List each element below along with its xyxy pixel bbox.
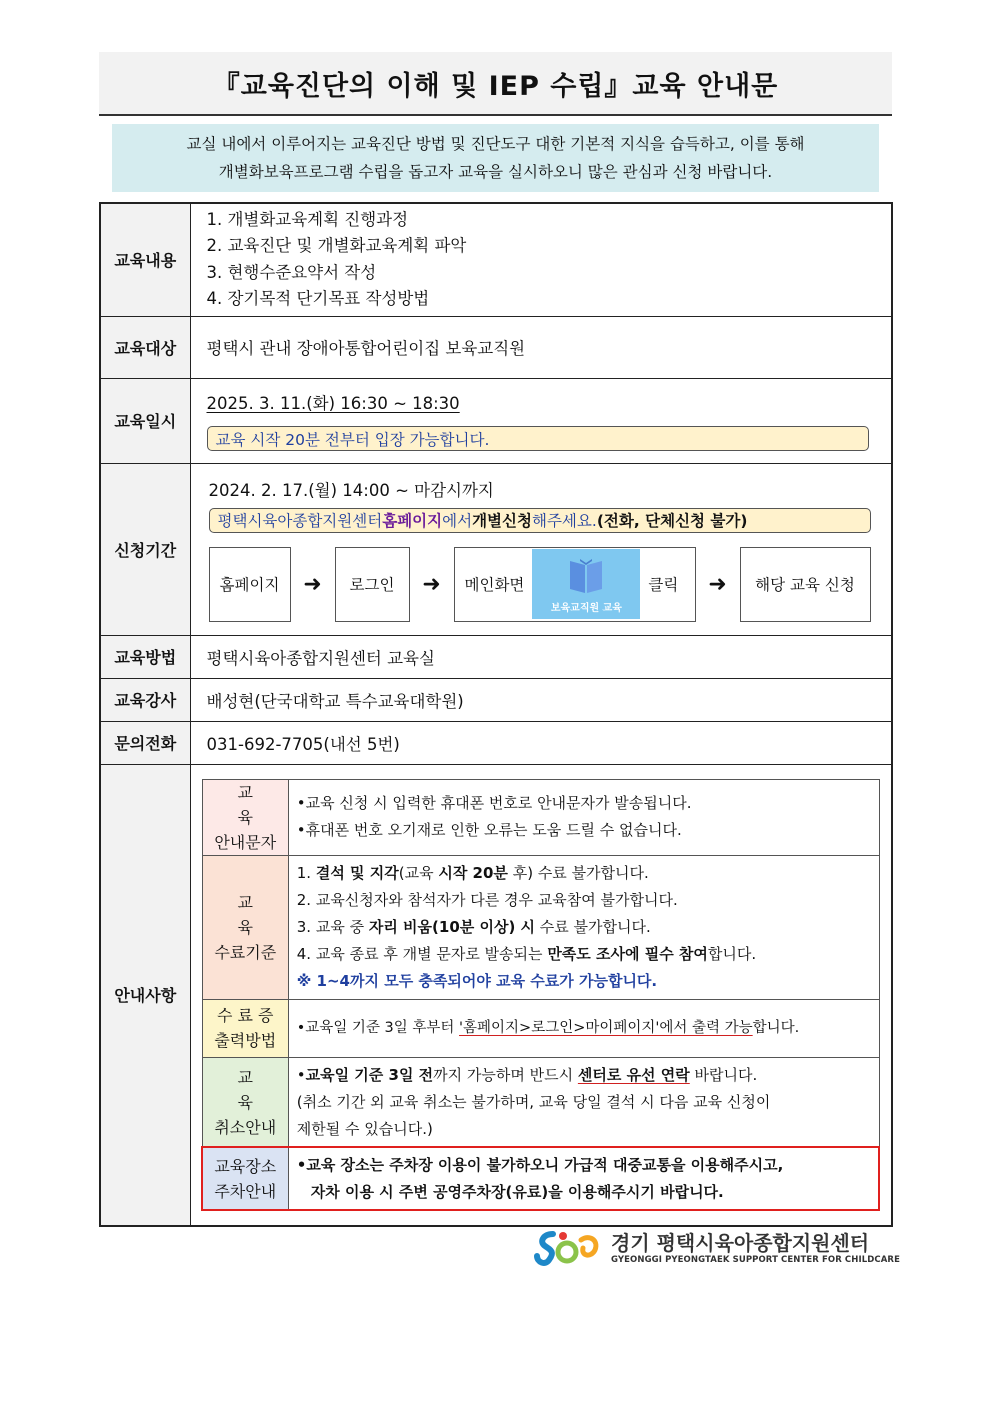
- notice-cancel: [202, 1057, 879, 1147]
- notice-certificate: [202, 999, 879, 1057]
- staff-education-label: 보육교직원 교육: [550, 603, 622, 614]
- apply-note-part5: 해주세요.: [531, 512, 597, 530]
- content-item: 2. 교육진단 및 개별화교육계획 파악: [206, 236, 467, 256]
- notice-completion-label-1: 교 육: [237, 892, 281, 937]
- arrow-right-icon: ➜: [708, 571, 727, 597]
- page-title: 『교육진단의 이해 및 IEP 수립』교육 안내문: [99, 52, 892, 116]
- notice-certificate-label: [202, 999, 288, 1057]
- notice-completion-label: [202, 855, 288, 999]
- apply-cell: [190, 463, 892, 635]
- content-item: 4. 장기목적 단기목표 작성방법: [206, 289, 430, 309]
- notice-parking-content: [288, 1147, 879, 1210]
- notice-parking-label: [202, 1147, 288, 1210]
- apply-note-part3: 에서: [442, 512, 473, 530]
- intro-line-1: 교실 내에서 이루어지는 교육진단 방법 및 진단도구 대한 기본적 지식을 습득하고, 이를 통해: [186, 135, 805, 153]
- apply-value: 2024. 2. 17.(월) 14:00 ~ 마감시까지: [208, 480, 494, 500]
- notice-completion-label-2: 수료기준: [214, 942, 277, 962]
- method-value: 평택시육아종합지원센터 교육실: [190, 635, 892, 678]
- notice-certificate-label-2: 출력방법: [214, 1031, 277, 1050]
- completion-line-4: 4. 교육 종료 후 개별 문자로 발송되는 만족도 조사에 필수 참여합니다.: [296, 944, 757, 963]
- notice-certificate-label-1: 수 료 증: [216, 1006, 274, 1025]
- notice-sms: [202, 779, 879, 855]
- org-name-en: GYEONGGI PYEONGTAEK SUPPORT CENTER FOR CHILDCARE: [611, 1255, 900, 1265]
- footer-logo: [533, 1226, 900, 1270]
- label-method: 교육방법: [100, 635, 190, 678]
- notice-sms-content: [288, 779, 879, 855]
- label-notice: 안내사항: [100, 764, 190, 1226]
- notice-sms-line-2: •휴대폰 번호 오기재로 인한 오류는 도움 드릴 수 없습니다.: [296, 821, 682, 839]
- notice-parking-label-1: 교육장소: [214, 1156, 277, 1176]
- row-phone: [100, 721, 892, 764]
- row-content: [100, 203, 892, 316]
- date-value: 2025. 3. 11.(화) 16:30 ~ 18:30: [206, 394, 460, 413]
- notice-cancel-label-2: 취소안내: [214, 1117, 277, 1137]
- apply-flow: [209, 547, 872, 622]
- date-cell: [190, 378, 892, 463]
- parking-line-2: 자차 이용 시 주변 공영주차장(유료)을 이용해주시기 바랍니다.: [310, 1182, 724, 1201]
- row-method: [100, 635, 892, 678]
- date-note-box: [207, 426, 869, 451]
- row-date: [100, 378, 892, 463]
- book-icon: [566, 557, 606, 595]
- flow-main-label: 메인화면: [464, 576, 525, 594]
- center-logo-icon: [533, 1226, 605, 1270]
- label-target: 교육대상: [100, 316, 190, 378]
- flow-step-apply: 해당 교육 신청: [740, 547, 871, 622]
- label-content: 교육내용: [100, 203, 190, 316]
- notice-sms-label-1: 교 육: [237, 782, 281, 827]
- content-item: 3. 현행수준요약서 작성: [206, 262, 377, 282]
- row-instructor: [100, 678, 892, 721]
- notice-sms-label: [202, 779, 288, 855]
- row-notice: [100, 764, 892, 1226]
- intro-box: [112, 124, 879, 192]
- content-list: [190, 203, 892, 316]
- apply-note-box: [209, 508, 871, 533]
- apply-note-homepage: 홈페이지: [382, 512, 443, 530]
- apply-note-restriction: (전화, 단체신청 불가): [596, 512, 748, 530]
- notice-cancel-label-1: 교 육: [237, 1067, 281, 1112]
- label-date: 교육일시: [100, 378, 190, 463]
- notice-table: [202, 779, 880, 1211]
- notice-parking: [202, 1147, 879, 1210]
- flow-click-label: 클릭: [648, 576, 679, 594]
- notice-parking-label-2: 주차안내: [214, 1181, 277, 1201]
- notice-sms-line-1: •교육 신청 시 입력한 휴대폰 번호로 안내문자가 발송됩니다.: [296, 794, 692, 812]
- certificate-post: 합니다.: [752, 1019, 800, 1036]
- row-apply: [100, 463, 892, 635]
- parking-line-1: •교육 장소는 주차장 이용이 불가하오니 가급적 대중교통을 이용해주시고,: [296, 1155, 784, 1174]
- notice-cell: [190, 764, 892, 1226]
- info-table: [99, 202, 893, 1227]
- notice-cancel-content: [288, 1057, 879, 1147]
- org-name: 경기 평택시육아종합지원센터: [611, 1231, 870, 1255]
- apply-note-individual: 개별신청: [472, 512, 532, 530]
- label-instructor: 교육강사: [100, 678, 190, 721]
- certificate-pre: •교육일 기준 3일 후부터: [296, 1019, 460, 1036]
- intro-line-2: 개별화보육프로그램 수립을 돕고자 교육을 실시하오니 많은 관심과 신청 바랍니다.: [218, 163, 773, 181]
- arrow-right-icon: ➜: [422, 571, 441, 597]
- label-apply: 신청기간: [100, 463, 190, 635]
- target-value: 평택시 관내 장애아통합어린이집 보육교직원: [190, 316, 892, 378]
- flow-step-login: 로그인: [335, 547, 410, 622]
- notice-certificate-content: [288, 999, 879, 1057]
- cancel-line-2: (취소 기간 외 교육 취소는 불가하며, 교육 당일 결석 시 다음 교육 신청이: [296, 1092, 771, 1111]
- notice-completion: [202, 855, 879, 999]
- notice-sms-label-2: 안내문자: [214, 832, 277, 852]
- certificate-path: '홈페이지>로그인>마이페이지'에서 출력 가능: [459, 1019, 753, 1036]
- apply-note-part1: 평택시육아종합지원센터: [217, 512, 383, 530]
- content-item: 1. 개별화교육계획 진행과정: [206, 209, 409, 229]
- instructor-value: 배성현(단국대학교 특수교육대학원): [190, 678, 892, 721]
- completion-line-3: 3. 교육 중 자리 비움(10분 이상) 시 수료 불가합니다.: [296, 917, 651, 936]
- label-phone: 문의전화: [100, 721, 190, 764]
- flow-step-homepage: 홈페이지: [209, 547, 291, 622]
- completion-line-5: ※ 1~4까지 모두 충족되어야 교육 수료가 가능합니다.: [296, 971, 658, 990]
- completion-line-1: 1. 결석 및 지각(교육 시작 20분 후) 수료 불가합니다.: [296, 863, 649, 882]
- notice-completion-content: [288, 855, 879, 999]
- staff-education-button[interactable]: [532, 549, 640, 619]
- phone-value: 031-692-7705(내선 5번): [190, 721, 892, 764]
- cancel-line-3: 제한될 수 있습니다.): [296, 1119, 433, 1138]
- cancel-line-1: •교육일 기준 3일 전까지 가능하며 반드시 센터로 유선 연락 바랍니다.: [296, 1065, 758, 1084]
- date-note: 교육 시작 20분 전부터 입장 가능합니다.: [215, 430, 490, 449]
- notice-cancel-label: [202, 1057, 288, 1147]
- completion-line-2: 2. 교육신청자와 참석자가 다른 경우 교육참여 불가합니다.: [296, 890, 678, 909]
- arrow-right-icon: ➜: [303, 571, 322, 597]
- flow-step-main: [454, 547, 696, 622]
- row-target: [100, 316, 892, 378]
